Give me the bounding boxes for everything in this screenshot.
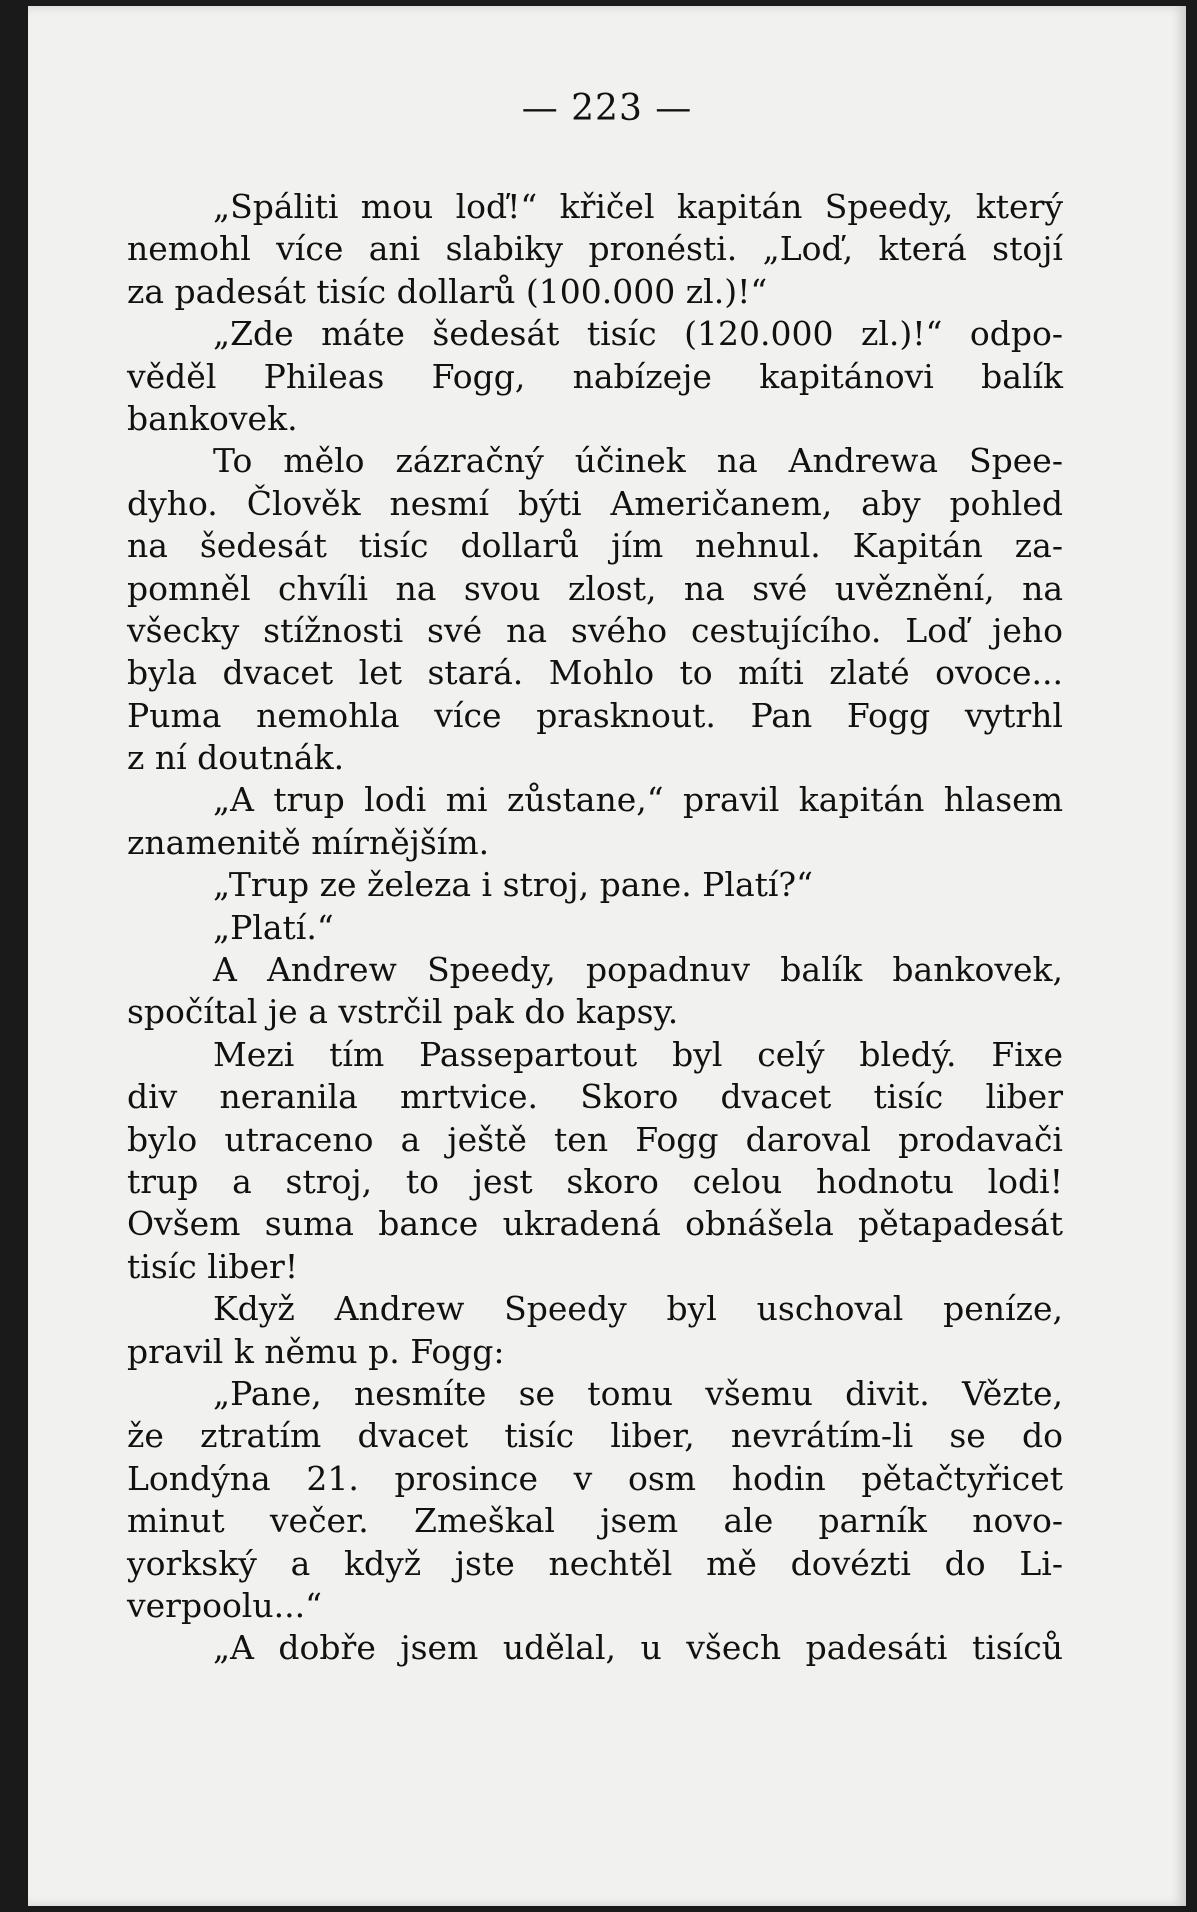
text-line: že ztratím dvacet tisíc liber, nevrátím-li se do	[127, 1416, 1063, 1456]
text-line: A Andrew Speedy, popadnuv balík bankovek,	[213, 950, 1063, 990]
text-line: „A trup lodi mi zůstane,“ pravil kapitán hlasem	[213, 780, 1063, 820]
text-line: z ní doutnák.	[127, 738, 345, 778]
text-line: Mezi tím Passepartout byl celý bledý. Fixe	[213, 1034, 1063, 1074]
text-line: Puma nemohla více prasknout. Pan Fogg vytrhl	[127, 695, 1063, 735]
text-line: To mělo zázračný účinek na Andrewa Spee-	[213, 441, 1063, 481]
text-line: Ovšem suma bance ukradená obnášela pětapadesát	[127, 1204, 1063, 1244]
text-line: tisíc liber!	[127, 1246, 299, 1286]
text-line: bylo utraceno a ještě ten Fogg daroval prodavači	[127, 1119, 1063, 1159]
text-line: pravil k němu p. Fogg:	[127, 1331, 505, 1371]
text-line: pomněl chvíli na svou zlost, na své uvěznění, na	[127, 568, 1063, 608]
body-text	[127, 186, 1063, 1670]
text-line: Když Andrew Speedy byl uschoval peníze,	[213, 1289, 1063, 1329]
book-page	[28, 6, 1186, 1906]
text-line: na šedesát tisíc dollarů jím nehnul. Kapitán za-	[127, 526, 1063, 566]
text-line: spočítal je a vstrčil pak do kapsy.	[127, 992, 679, 1032]
text-line: věděl Phileas Fogg, nabízeje kapitánovi balík	[127, 356, 1063, 396]
text-line: minut večer. Zmeškal jsem ale parník novo-	[127, 1501, 1063, 1541]
text-line: „Trup ze železa i stroj, pane. Platí?“	[213, 865, 813, 905]
text-line: „Platí.“	[213, 907, 334, 947]
text-line: yorkský a když jste nechtěl mě dovézti do Li-	[127, 1543, 1063, 1583]
text-line: za padesát tisíc dollarů (100.000 zl.)!“	[127, 271, 768, 311]
text-line: byla dvacet let stará. Mohlo to míti zlaté ovoce...	[127, 653, 1063, 693]
text-line: znamenitě mírnějším.	[127, 822, 490, 862]
text-line: div neranila mrtvice. Skoro dvacet tisíc liber	[127, 1077, 1063, 1117]
text-line: Londýna 21. prosince v osm hodin pětačtyřicet	[127, 1458, 1063, 1498]
text-line: bankovek.	[127, 398, 298, 438]
text-line: trup a stroj, to jest skoro celou hodnotu lodi!	[127, 1161, 1063, 1201]
text-line: „Zde máte šedesát tisíc (120.000 zl.)!“ odpo-	[213, 314, 1063, 354]
text-line: nemohl více ani slabiky pronésti. „Loď, která stojí	[127, 229, 1063, 269]
text-line: „A dobře jsem udělal, u všech padesáti tisíců	[213, 1628, 1063, 1668]
page-number: — 223 —	[521, 88, 693, 129]
text-line: verpoolu...“	[127, 1585, 322, 1625]
text-line: „Spáliti mou loď!“ křičel kapitán Speedy, který	[213, 187, 1063, 226]
text-line: „Pane, nesmíte se tomu všemu divit. Vězte,	[213, 1373, 1063, 1413]
text-line: všecky stížnosti své na svého cestujícího. Loď jeho	[127, 610, 1063, 650]
text-line: dyho. Člověk nesmí býti Američanem, aby pohled	[127, 483, 1063, 523]
